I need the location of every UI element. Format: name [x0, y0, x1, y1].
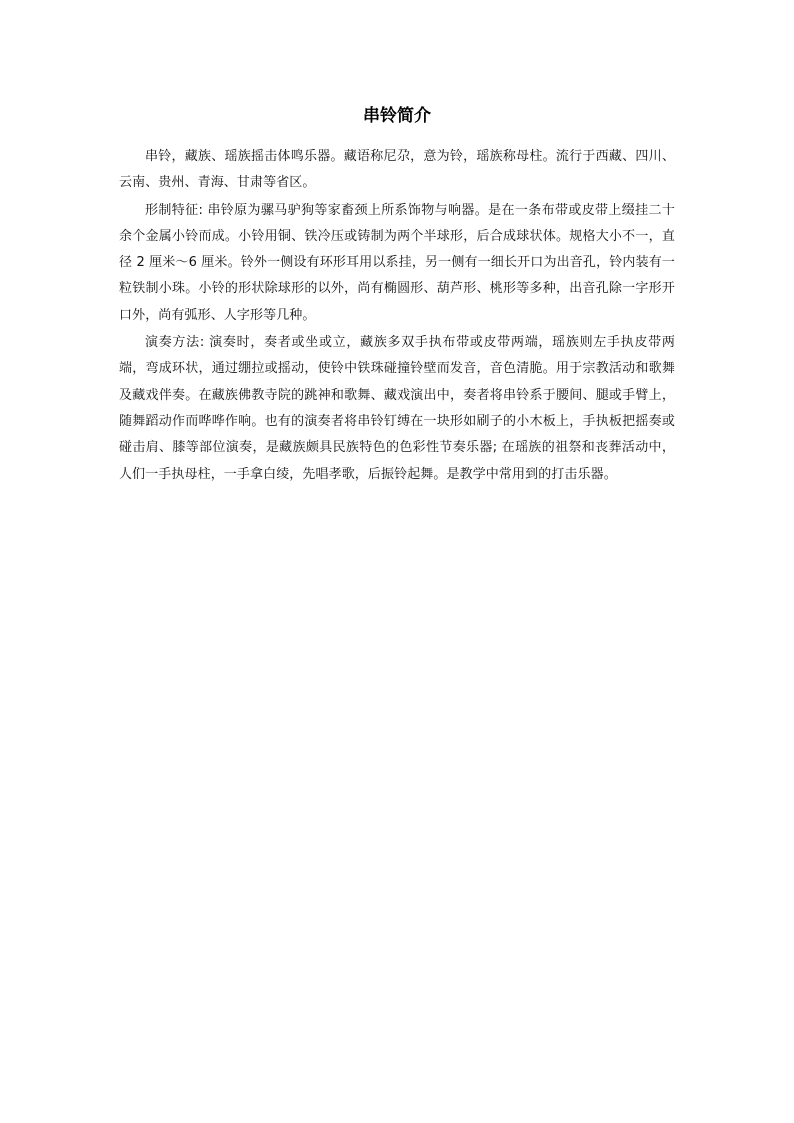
document-title: 串铃简介 [363, 106, 431, 126]
document-body [119, 104, 675, 489]
paragraph-shape-features: 形制特征: 串铃原为骡马驴狗等家畜颈上所系饰物与响器。是在一条布带或皮带上缀挂二十余个金属小铃而成。小铃用铜、铁冷压或铸制为两个半球形，后合成球状体。规格大小不一，直径 2 厘米～6 厘米。铃外一侧设有环形耳用以系挂，另一侧有一细长开口为出音孔，铃内装有一粒铁制小珠。小铃的形状除球形的以外，尚有椭圆形、葫芦形、桃形等多种，出音孔除一字形开口外，尚有弧形、人字形等几种。 [119, 202, 675, 323]
paragraph-playing-method: 演奏方法: 演奏时，奏者或坐或立，藏族多双手执布带或皮带两端，瑶族则左手执皮带两端，弯成环状，通过绷拉或摇动，使铃中铁珠碰撞铃壁而发音，音色清脆。用于宗教活动和歌舞及藏戏伴奏。在藏族佛教寺院的跳神和歌舞、藏戏演出中，奏者将串铃系于腰间、腿或手臂上，随舞蹈动作而哗哗作响。也有的演奏者将串铃钉缚在一块形如刷子的小木板上，手执板把摇奏或碰击肩、膝等部位演奏，是藏族颇具民族特色的色彩性节奏乐器; 在瑶族的祖祭和丧葬活动中，人们一手执母柱，一手拿白绫，先唱孝歌，后振铃起舞。是教学中常用到的打击乐器。 [119, 335, 675, 482]
paragraph-intro: 串铃，藏族、瑶族摇击体鸣乐器。藏语称尼尕，意为铃，瑶族称母柱。流行于西藏、四川、云南、贵州、青海、甘肃等省区。 [119, 149, 675, 191]
